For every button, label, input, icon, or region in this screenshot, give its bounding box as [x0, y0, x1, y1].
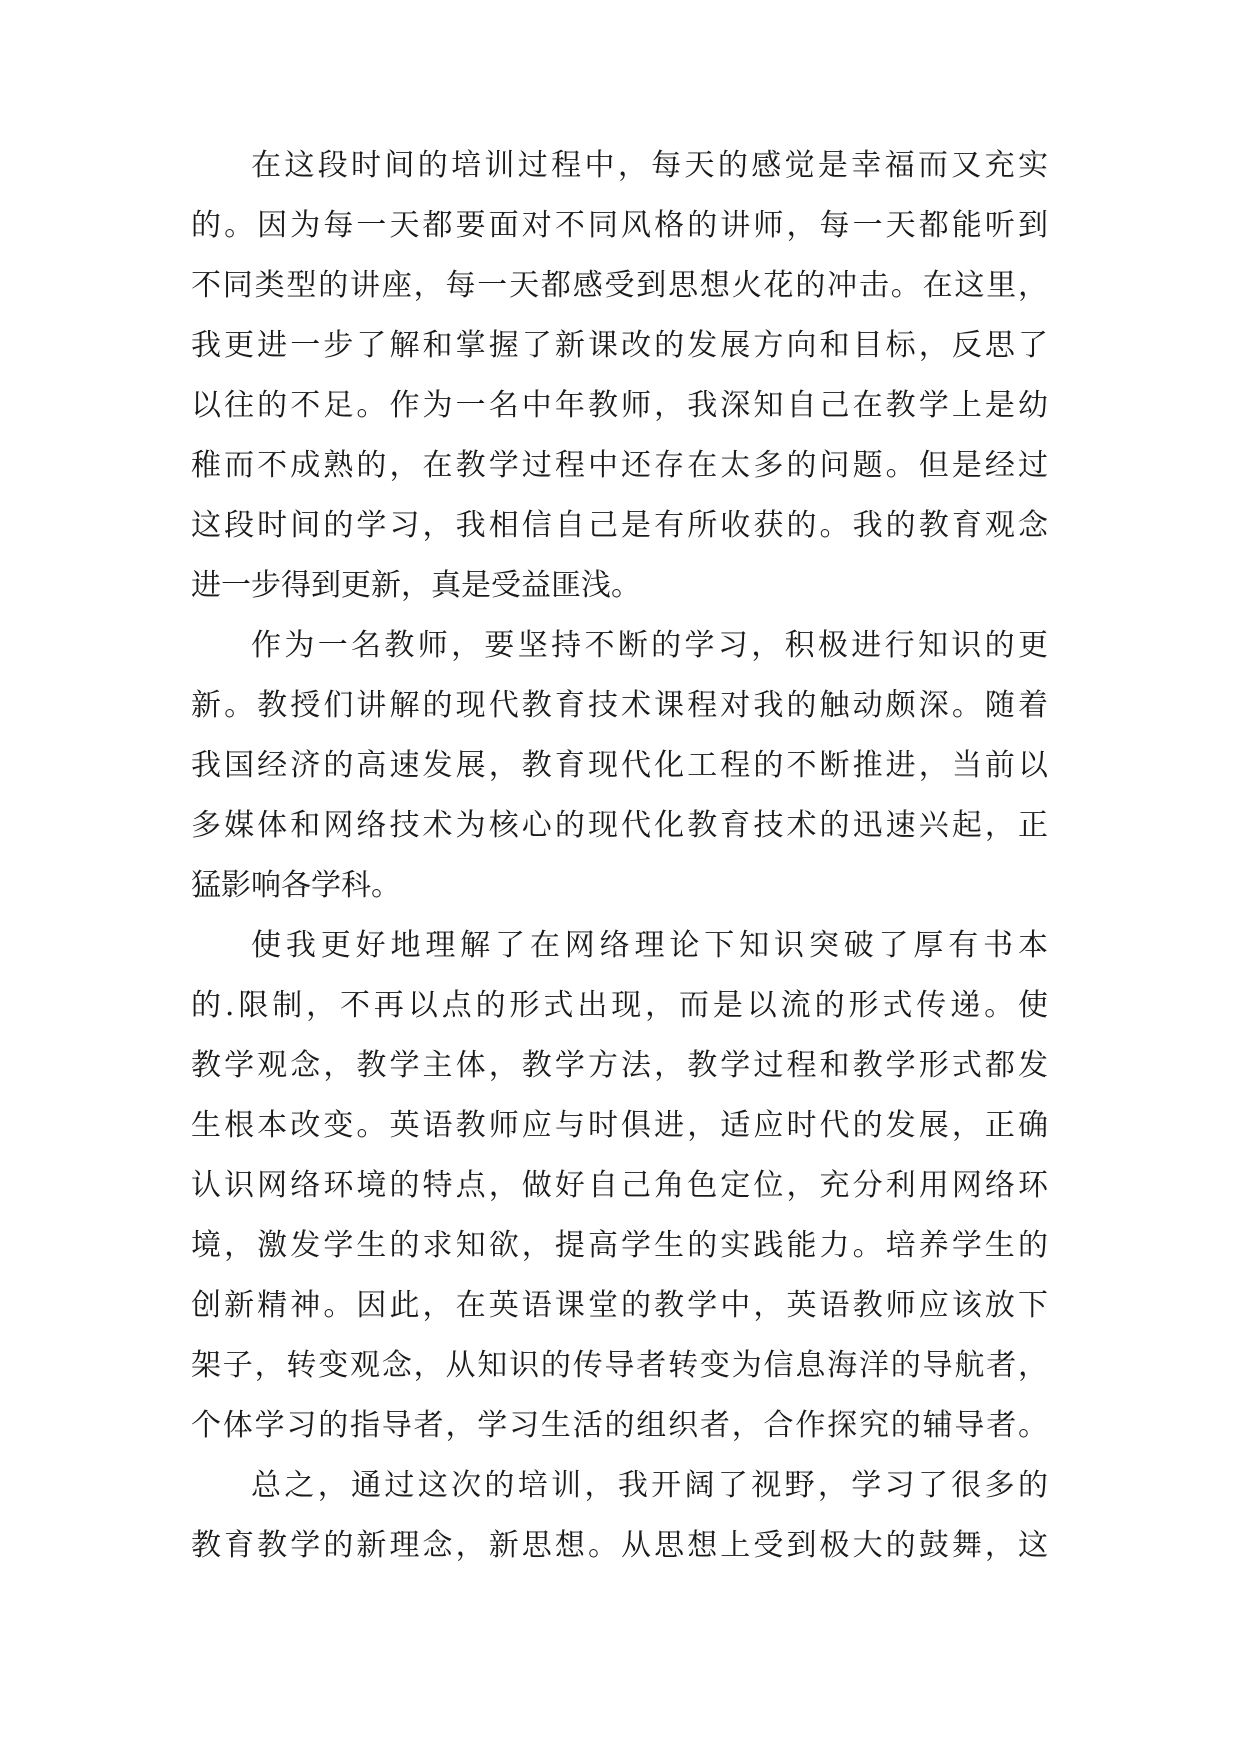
paragraph-3-line-5: 认识网络环境的特点，做好自己角色定位，充分利用网络环	[191, 1168, 1048, 1203]
paragraph-1-line-6: 稚而不成熟的，在教学过程中还存在太多的问题。但是经过	[191, 448, 1048, 483]
paragraph-2-line-4: 多媒体和网络技术为核心的现代化教育技术的迅速兴起，正	[191, 808, 1048, 843]
paragraph-1-line-1: 在这段时间的培训过程中，每天的感觉是幸福而又充实	[251, 148, 1048, 183]
paragraph-3-line-7: 创新精神。因此，在英语课堂的教学中，英语教师应该放下	[191, 1288, 1048, 1323]
paragraph-4-line-1: 总之，通过这次的培训，我开阔了视野，学习了很多的	[251, 1468, 1048, 1503]
paragraph-1-line-2: 的。因为每一天都要面对不同风格的讲师，每一天都能听到	[191, 208, 1048, 243]
paragraph-2-line-1: 作为一名教师，要坚持不断的学习，积极进行知识的更	[251, 628, 1048, 663]
paragraph-3-line-9: 个体学习的指导者，学习生活的组织者，合作探究的辅导者。	[191, 1408, 1048, 1443]
paragraph-4-line-2: 教育教学的新理念，新思想。从思想上受到极大的鼓舞，这	[191, 1528, 1048, 1563]
paragraph-3-line-4: 生根本改变。英语教师应与时俱进，适应时代的发展，正确	[191, 1108, 1048, 1143]
paragraph-3-line-3: 教学观念，教学主体，教学方法，教学过程和教学形式都发	[191, 1048, 1048, 1083]
paragraph-2-line-2: 新。教授们讲解的现代教育技术课程对我的触动颇深。随着	[191, 688, 1048, 723]
paragraph-1-line-8: 进一步得到更新，真是受益匪浅。	[191, 568, 641, 603]
paragraph-3-line-1: 使我更好地理解了在网络理论下知识突破了厚有书本	[251, 928, 1048, 963]
paragraph-3-line-8: 架子，转变观念，从知识的传导者转变为信息海洋的导航者，	[191, 1348, 1048, 1383]
paragraph-1-line-4: 我更进一步了解和掌握了新课改的发展方向和目标，反思了	[191, 328, 1048, 363]
paragraph-1-line-5: 以往的不足。作为一名中年教师，我深知自己在教学上是幼	[191, 388, 1048, 423]
paragraph-3-line-6: 境，激发学生的求知欲，提高学生的实践能力。培养学生的	[191, 1228, 1048, 1263]
paragraph-1-line-3: 不同类型的讲座，每一天都感受到思想火花的冲击。在这里，	[191, 268, 1048, 303]
paragraph-2-line-3: 我国经济的高速发展，教育现代化工程的不断推进，当前以	[191, 748, 1048, 783]
paragraph-1-line-7: 这段时间的学习，我相信自己是有所收获的。我的教育观念	[191, 508, 1048, 543]
paragraph-3-line-2: 的.限制，不再以点的形式出现，而是以流的形式传递。使	[191, 988, 1048, 1023]
paragraph-2-line-5: 猛影响各学科。	[191, 868, 401, 903]
